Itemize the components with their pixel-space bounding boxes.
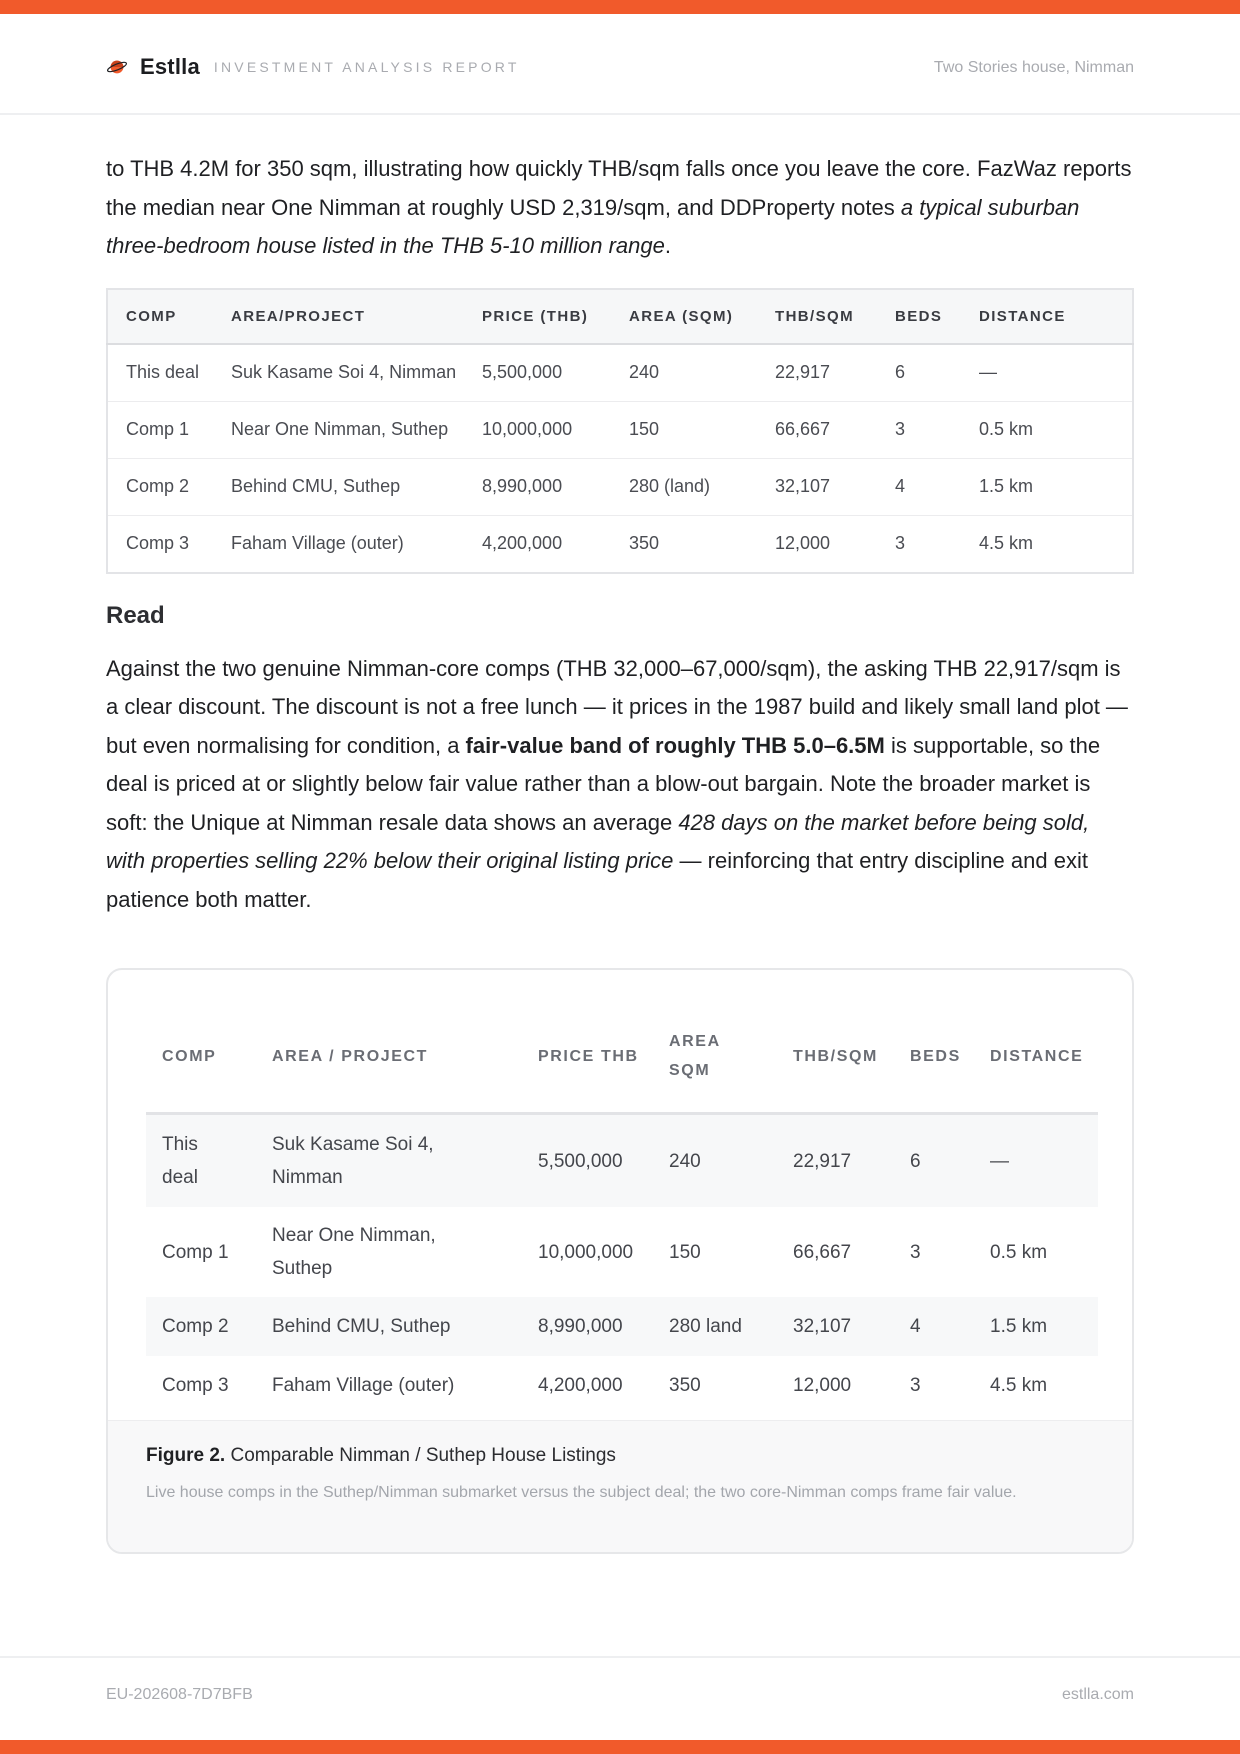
- col-header: AREA (SQM): [611, 289, 757, 344]
- table-cell: 0.5 km: [974, 1207, 1098, 1297]
- table-cell: 150: [653, 1207, 777, 1297]
- col-header: DISTANCE: [974, 1000, 1098, 1114]
- table-header-row: [146, 1000, 1098, 1114]
- table-cell: —: [974, 1114, 1098, 1208]
- intro-italic: a typical suburban three-bedroom house listed in the THB 5-10 million range: [106, 194, 1080, 258]
- table-cell: Behind CMU, Suthep: [213, 458, 464, 515]
- read-text: is supportable, so the deal is priced at or slightly below fair value rather than a blow-out bargain. Note the broader market is soft: the Unique at Nimman resale data shows an average: [106, 732, 1101, 835]
- table-cell: 12,000: [777, 1356, 894, 1415]
- page-header: [0, 14, 1240, 115]
- table-cell: Comp 2: [146, 1297, 256, 1356]
- caption-label: Figure 2.: [146, 1445, 226, 1466]
- table-row: [146, 1356, 1098, 1415]
- table-cell: 32,107: [777, 1297, 894, 1356]
- table-cell: 22,917: [777, 1114, 894, 1208]
- read-bold: fair-value band of roughly THB 5.0–6.5M: [465, 732, 885, 758]
- table-cell: This deal: [107, 344, 213, 402]
- read-italic: 428 days on the market before being sold, with properties selling 22% below their original listing price: [106, 809, 1090, 873]
- table-cell: Comp 1: [107, 401, 213, 458]
- brand: [106, 54, 520, 80]
- table-cell: 10,000,000: [522, 1207, 653, 1297]
- table-cell: 4.5 km: [979, 533, 1034, 553]
- table-row: [146, 1207, 1098, 1297]
- table-cell: 3: [895, 533, 906, 553]
- col-header: PRICE (THB): [464, 289, 611, 344]
- caption-description: Live house comps in the Suthep/Nimman submarket versus the subject deal; the two core-Nimman comps frame fair value.: [146, 1484, 1017, 1501]
- section-heading: Read: [106, 601, 165, 629]
- document-id: EU-202608-7D7BFB: [106, 1686, 253, 1703]
- table-cell: 280 (land): [611, 458, 757, 515]
- col-header: COMP: [146, 1000, 256, 1114]
- table-cell: 4: [877, 458, 961, 515]
- col-header: DISTANCE: [961, 289, 1133, 344]
- read-text: — reinforcing that entry discipline and exit patience both matter.: [106, 848, 1088, 912]
- table-cell: [146, 1114, 256, 1208]
- read-text: Against the two genuine Nimman-core comps (THB 32,000–67,000/sqm), the asking THB 22,917/sqm is a clear discount. The discount is not a free lunch — it prices in the 1987 build and likely small land plot — but even normalising for condition, a: [106, 655, 1128, 758]
- table-cell: 8,990,000: [464, 458, 611, 515]
- table-cell: 3: [894, 1356, 974, 1415]
- property-title: Two Stories house, Nimman: [933, 59, 1134, 76]
- bottom-accent-bar: [0, 1740, 1240, 1754]
- table-cell: 6: [877, 344, 961, 402]
- table-cell: 4,200,000: [482, 533, 563, 553]
- table-header-row: [107, 289, 1133, 344]
- page-footer: [0, 1656, 1240, 1740]
- table-cell: 1.5 km: [974, 1297, 1098, 1356]
- cell-text: This deal: [162, 1134, 198, 1188]
- main-content: [106, 150, 1134, 919]
- col-header: PRICE THB: [522, 1000, 653, 1114]
- table-cell: 3: [877, 401, 961, 458]
- table-row: [107, 458, 1133, 515]
- table-cell: Comp 1: [146, 1207, 256, 1297]
- table-cell: 6: [894, 1114, 974, 1208]
- intro-text: to THB 4.2M for 350 sqm, illustrating how quickly THB/sqm falls once you leave the core. FazWaz reports the median near One Nimman at roughly USD 2,319/sqm, and DDProperty notes: [106, 156, 1132, 220]
- col-header-text: AREA SQM: [669, 1033, 721, 1079]
- table-cell: 350: [653, 1356, 777, 1415]
- caption-title-text: Comparable Nimman / Suthep House Listings: [230, 1445, 616, 1466]
- table-cell: 66,667: [757, 401, 877, 458]
- table-cell: 66,667: [777, 1207, 894, 1297]
- intro-end: .: [664, 233, 671, 258]
- report-tagline: INVESTMENT ANALYSIS REPORT: [213, 59, 520, 75]
- table-cell: [256, 1207, 522, 1297]
- table-row: [107, 515, 1133, 573]
- caption-title: [146, 1445, 1098, 1467]
- table-row: [146, 1114, 1098, 1208]
- table-cell: 240: [611, 344, 757, 402]
- table-cell: 8,990,000: [522, 1297, 653, 1356]
- table-cell: 10,000,000: [464, 401, 611, 458]
- figure-caption: [108, 1420, 1134, 1554]
- col-header: AREA/PROJECT: [213, 289, 464, 344]
- table-row: [146, 1297, 1098, 1356]
- table-row: [107, 401, 1133, 458]
- table-cell: 1.5 km: [961, 458, 1133, 515]
- col-header: BEDS: [894, 1000, 974, 1114]
- table-cell: 240: [653, 1114, 777, 1208]
- top-accent-bar: [0, 0, 1240, 14]
- table-cell: Near One Nimman, Suthep: [213, 401, 464, 458]
- table-cell: 22,917: [757, 344, 877, 402]
- comps-table: [106, 288, 1134, 574]
- figure-table: [146, 1000, 1098, 1415]
- col-header: BEDS: [877, 289, 961, 344]
- table-cell: Suk Kasame Soi 4, Nimman: [213, 344, 464, 402]
- table-cell: 32,107: [757, 458, 877, 515]
- table-cell: Comp 3: [146, 1356, 256, 1415]
- cell-text: Suk Kasame Soi 4, Nimman: [272, 1134, 434, 1188]
- col-header: COMP: [107, 289, 213, 344]
- table-cell: 3: [894, 1207, 974, 1297]
- table-cell: —: [961, 344, 1133, 402]
- planet-icon: [106, 56, 128, 78]
- table-cell: 4,200,000: [522, 1356, 653, 1415]
- table-cell: Comp 2: [107, 458, 213, 515]
- table-cell: Comp 3: [126, 533, 190, 553]
- table-cell: Faham Village (outer): [256, 1356, 522, 1415]
- table-cell: Behind CMU, Suthep: [256, 1297, 522, 1356]
- table-cell: 0.5 km: [961, 401, 1133, 458]
- col-header: THB/SQM: [757, 289, 877, 344]
- brand-name: Estlla: [140, 54, 200, 79]
- cell-text: Near One Nimman, Suthep: [272, 1225, 436, 1279]
- table-cell: [256, 1114, 522, 1208]
- table-cell: 5,500,000: [522, 1114, 653, 1208]
- col-header: AREA / PROJECT: [256, 1000, 522, 1114]
- col-header: [653, 1000, 777, 1114]
- table-cell: Faham Village (outer): [231, 533, 404, 553]
- table-cell: 4.5 km: [974, 1356, 1098, 1415]
- footer-site-link[interactable]: estlla.com: [1061, 1686, 1134, 1703]
- intro-paragraph: [106, 150, 1134, 266]
- figure-card: [106, 968, 1134, 1554]
- table-cell: 12,000: [775, 533, 831, 553]
- table-cell: 150: [611, 401, 757, 458]
- table-cell: 280 land: [653, 1297, 777, 1356]
- col-header: THB/SQM: [777, 1000, 894, 1114]
- read-paragraph: [106, 650, 1134, 920]
- table-cell: 4: [894, 1297, 974, 1356]
- table-row: [107, 344, 1133, 402]
- table-cell: 350: [629, 533, 660, 553]
- table-cell: 5,500,000: [464, 344, 611, 402]
